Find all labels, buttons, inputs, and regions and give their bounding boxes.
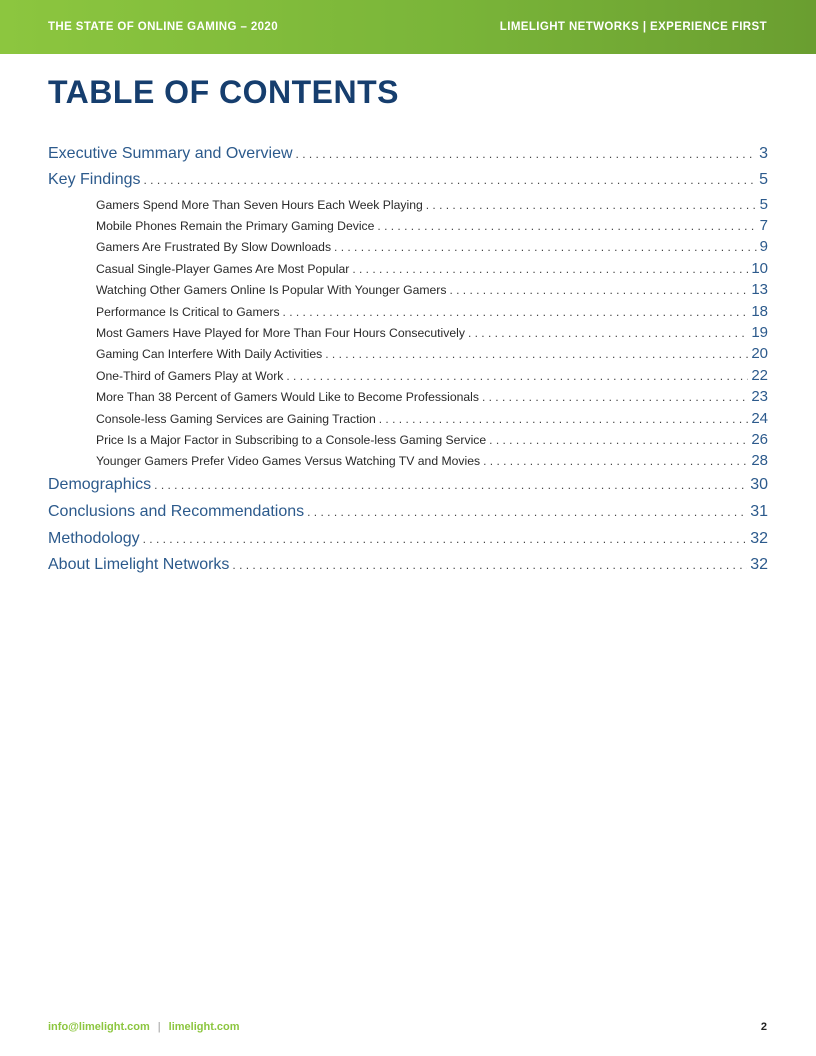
toc-dot-leader xyxy=(307,505,747,519)
toc-dot-leader xyxy=(283,305,749,319)
toc-dot-leader xyxy=(377,219,756,233)
toc-entry-page: 28 xyxy=(751,452,768,469)
toc-entry-label: Demographics xyxy=(48,476,152,493)
footer-email-link[interactable]: info@limelight.com xyxy=(48,1021,150,1033)
toc-entry-page: 32 xyxy=(750,556,768,573)
toc-entry-page: 3 xyxy=(759,145,768,162)
toc-entry-label: Younger Gamers Prefer Video Games Versus Watching TV and Movies xyxy=(96,454,481,468)
toc-dot-leader xyxy=(286,369,748,383)
toc-section-entry[interactable] xyxy=(48,145,768,163)
toc-section-entry[interactable] xyxy=(48,476,768,494)
toc-dot-leader xyxy=(296,147,757,161)
toc-dot-leader xyxy=(232,558,747,572)
footer-separator: | xyxy=(157,1021,161,1033)
toc-section-entry[interactable] xyxy=(48,530,768,548)
toc-section-entry[interactable] xyxy=(48,503,768,521)
toc-entry-page: 5 xyxy=(759,171,768,188)
toc-entry-label: Casual Single-Player Games Are Most Popular xyxy=(96,262,350,276)
toc-entry-page: 5 xyxy=(759,196,768,213)
toc-subsection-entry[interactable] xyxy=(96,431,768,448)
toc-entry-page: 24 xyxy=(751,410,768,427)
toc-entry-page: 18 xyxy=(751,303,768,320)
toc-entry-label: About Limelight Networks xyxy=(48,556,230,573)
toc-dot-leader xyxy=(154,478,747,492)
toc-subsection-entry[interactable] xyxy=(96,260,768,277)
footer-contact xyxy=(48,1021,240,1033)
toc-entry-label: Gamers Are Frustrated By Slow Downloads xyxy=(96,240,332,254)
toc-entry-label: More Than 38 Percent of Gamers Would Like to Become Professionals xyxy=(96,390,479,404)
toc-entry-label: One-Third of Gamers Play at Work xyxy=(96,369,284,383)
toc-entry-page: 30 xyxy=(750,476,768,493)
toc-dot-leader xyxy=(379,412,749,426)
toc-subsection-entry[interactable] xyxy=(96,238,768,255)
toc-dot-leader xyxy=(325,347,748,361)
toc-subsection-entry[interactable] xyxy=(96,303,768,320)
page-number: 2 xyxy=(760,1021,767,1033)
toc-dot-leader xyxy=(143,532,748,546)
toc-dot-leader xyxy=(352,262,748,276)
toc-dot-leader xyxy=(489,433,748,447)
toc-entry-page: 19 xyxy=(751,324,768,341)
footer-website-link[interactable]: limelight.com xyxy=(168,1021,240,1033)
page-header xyxy=(0,0,816,54)
toc-entry-label: Gaming Can Interfere With Daily Activities xyxy=(96,347,323,361)
toc-entry-label: Most Gamers Have Played for More Than Four Hours Consecutively xyxy=(96,326,465,340)
toc-dot-leader xyxy=(483,454,748,468)
toc-subsection-entry[interactable] xyxy=(96,281,768,298)
toc-subsection-entry[interactable] xyxy=(96,345,768,362)
toc-entry-page: 26 xyxy=(751,431,768,448)
toc-entry-label: Price Is a Major Factor in Subscribing to a Console-less Gaming Service xyxy=(96,433,487,447)
toc-subsection-entry[interactable] xyxy=(96,388,768,405)
toc-entry-label: Executive Summary and Overview xyxy=(48,145,293,162)
toc-entry-page: 32 xyxy=(750,530,768,547)
toc-dot-leader xyxy=(482,390,748,404)
toc-entry-page: 10 xyxy=(751,260,768,277)
page-title: TABLE OF CONTENTS xyxy=(48,74,399,110)
toc-subsection-entry[interactable] xyxy=(96,217,768,234)
toc-entry-label: Conclusions and Recommendations xyxy=(48,503,305,520)
toc-section-entry[interactable] xyxy=(48,171,768,189)
toc-entry-label: Console-less Gaming Services are Gaining Traction xyxy=(96,412,376,426)
toc-entry-label: Methodology xyxy=(48,530,140,547)
toc-entry-page: 22 xyxy=(751,367,768,384)
report-title: THE STATE OF ONLINE GAMING – 2020 xyxy=(48,21,279,33)
toc-dot-leader xyxy=(449,283,748,297)
toc-section-entry[interactable] xyxy=(48,556,768,574)
toc-dot-leader xyxy=(426,198,757,212)
toc-entry-page: 31 xyxy=(750,503,768,520)
toc-subsection-entry[interactable] xyxy=(96,452,768,469)
toc-subsection-entry[interactable] xyxy=(96,324,768,341)
toc-entry-page: 23 xyxy=(751,388,768,405)
toc-dot-leader xyxy=(144,173,757,187)
toc-dot-leader xyxy=(468,326,748,340)
toc-entry-page: 7 xyxy=(759,217,768,234)
toc-subsection-entry[interactable] xyxy=(96,367,768,384)
toc-entry-label: Mobile Phones Remain the Primary Gaming Device xyxy=(96,219,375,233)
toc-entry-page: 20 xyxy=(751,345,768,362)
toc-subsection-entry[interactable] xyxy=(96,196,768,213)
toc-entry-page: 13 xyxy=(751,281,768,298)
toc-entry-label: Gamers Spend More Than Seven Hours Each Week Playing xyxy=(96,198,423,212)
toc-entry-page: 9 xyxy=(759,238,768,255)
toc-entry-label: Performance Is Critical to Gamers xyxy=(96,305,280,319)
toc-dot-leader xyxy=(334,240,757,254)
toc-entry-label: Key Findings xyxy=(48,171,141,188)
toc-entry-label: Watching Other Gamers Online Is Popular With Younger Gamers xyxy=(96,283,447,297)
toc-subsection-entry[interactable] xyxy=(96,410,768,427)
company-tagline: LIMELIGHT NETWORKS | EXPERIENCE FIRST xyxy=(499,21,767,33)
